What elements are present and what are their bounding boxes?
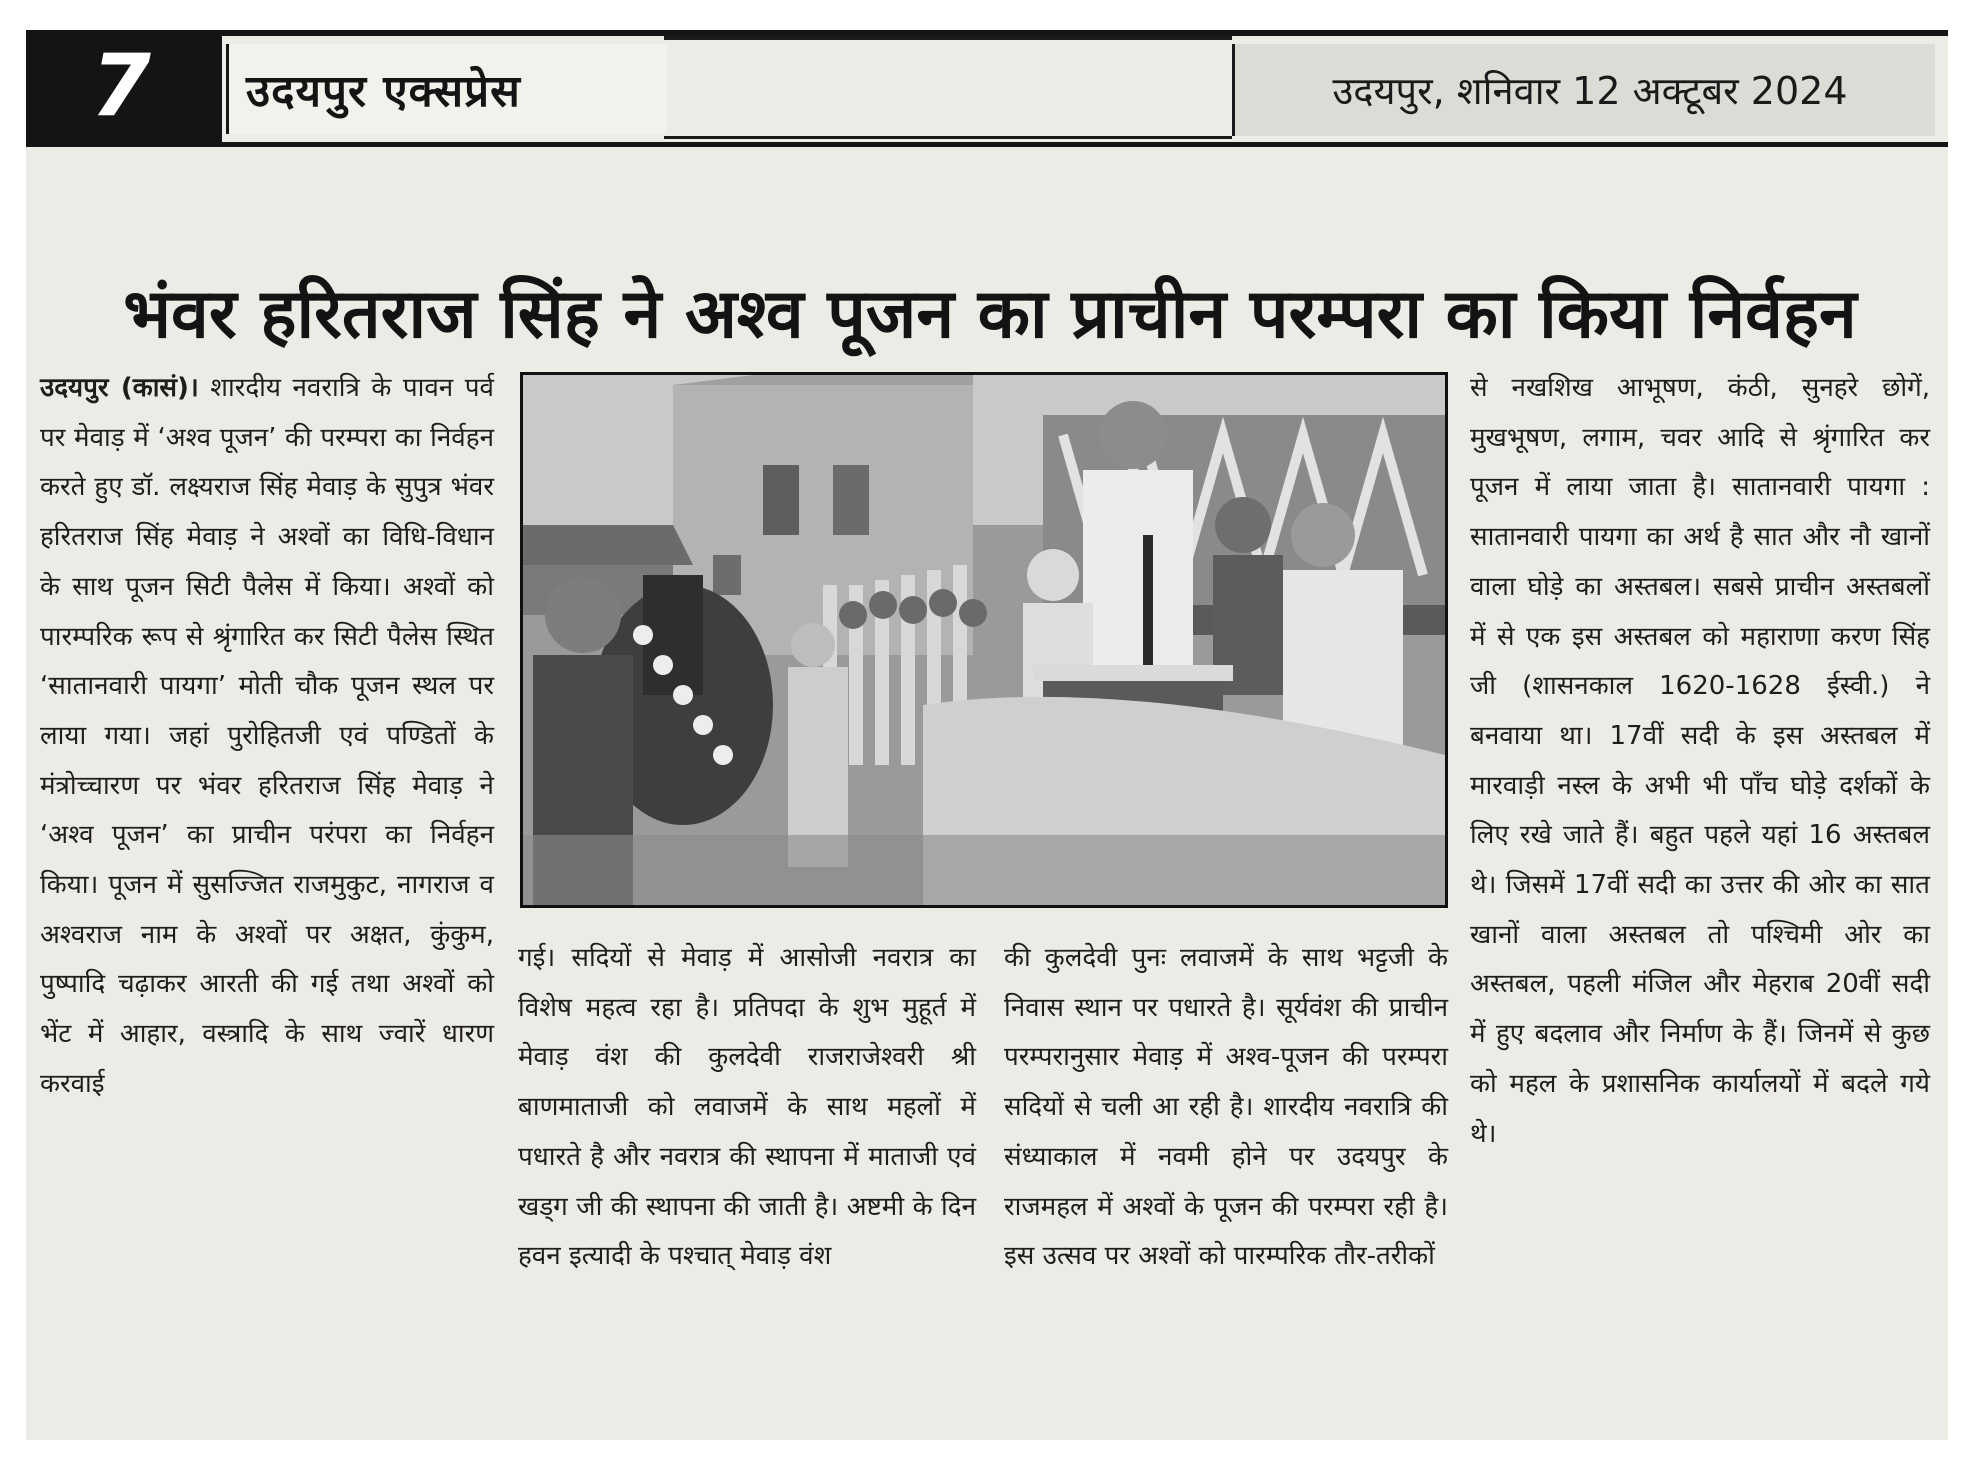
column-1-text: शारदीय नवरात्रि के पावन पर्व पर मेवाड़ में ‘अश्व पूजन’ की परम्परा का निर्वहन करते हुए डॉ. लक्ष्यराज सिंह मेवाड़ के सुपुत्र भंवर हरितराज सिंह मेवाड़ ने अश्वों का विधि-विधान के साथ पूजन सिटी पैलेस में किया। अश्वों को पारम्परिक रूप से श्रृंगारित कर सिटी पैलेस स्थित ‘सातानवारी पायगा’ मोती चौक पूजन स्थल पर लाया गया। जहां पुरोहितजी एवं पण्डितों के मंत्रोच्चारण पर भंवर हरितराज सिंह मेवाड़ ने ‘अश्व पूजन’ का प्राचीन परंपरा का निर्वहन किया। पूजन में सुसज्जित राजमुकुट, नागराज व अश्वराज नाम के अश्वों पर अक्षत, कुंकुम, पुष्पादि चढ़ाकर आरती की गई तथा अश्वों को भेंट में आहार, वस्त्रादि के साथ ज्वारें धारण करवाई — [40, 373, 494, 1099]
ceremony-photo-illustration — [523, 375, 1445, 905]
date-line: उदयपुर, शनिवार 12 अक्टूबर 2024 — [1332, 69, 1848, 113]
article-column-4: से नखशिख आभूषण, कंठी, सुनहरे छोगें, मुखभूषण, लगाम, चवर आदि से श्रृंगारित कर पूजन में लाया जाता है। सातानवारी पायगा : सातानवारी पायगा का अर्थ है सात और नौ खानों वाला घोड़े का अस्तबल। सबसे प्राचीन अस्तबलों में से एक इस अस्तबल को महाराणा करण सिंह जी (शासनकाल 1620-1628 ईस्वी.) ने बनवाया था। 17वीं सदी के इस अस्तबल में मारवाड़ी नस्ल के अभी भी पाँच घोड़े दर्शकों के लिए रखे जाते हैं। बहुत पहले यहां 16 अस्तबल थे। जिसमें 17वीं सदी का उत्तर की ओर का सात खानों वाला अस्तबल तो पश्चिमी ओर का अस्तबल, पहली मंजिल और मेहराब 20वीं सदी में हुए बदलाव और निर्माण के हैं। जिनमें से कुछ को महल के प्रशासनिक कार्यालयों में बदले गये थे। — [1470, 373, 1930, 1149]
paper-name: उदयपुर एक्सप्रेस — [246, 66, 521, 117]
headline: भंवर हरितराज सिंह ने अश्व पूजन का प्राचीन परम्परा का किया निर्वहन — [123, 273, 1857, 354]
article-column-1 — [40, 364, 494, 1434]
masthead-rule — [664, 36, 1232, 40]
news-photo — [520, 372, 1448, 908]
article-column-3: की कुलदेवी पुनः लवाजमें के साथ भट्टजी के निवास स्थान पर पधारते है। सूर्यवंश की प्राचीन परम्परानुसार मेवाड़ में अश्व-पूजन की परम्परा सदियों से चली आ रही है। शारदीय नवरात्रि की संध्याकाल में नवमी होने पर उदयपुर के राजमहल में अश्वों के पूजन की परम्परा रही है। इस उत्सव पर अश्वों को पारम्परिक तौर-तरीकों — [1004, 943, 1448, 1272]
page-number: 7 — [91, 36, 151, 136]
article-column-2: गई। सदियों से मेवाड़ में आसोजी नवरात्र का विशेष महत्व रहा है। प्रतिपदा के शुभ मुहूर्त में मेवाड़ वंश की कुलदेवी राजराजेश्वरी श्री बाणमाताजी को लवाजमें के साथ महलों में पधारते है और नवरात्र की स्थापना में माताजी एवं खड्ग जी की स्थापना की जाती है। अष्टमी के दिन हवन इत्यादी के पश्चात् मेवाड़ वंश — [518, 943, 976, 1272]
masthead-bottom-rule — [26, 142, 1948, 147]
masthead-rule — [664, 136, 1232, 139]
dateline: उदयपुर (कासं)। — [40, 373, 199, 403]
